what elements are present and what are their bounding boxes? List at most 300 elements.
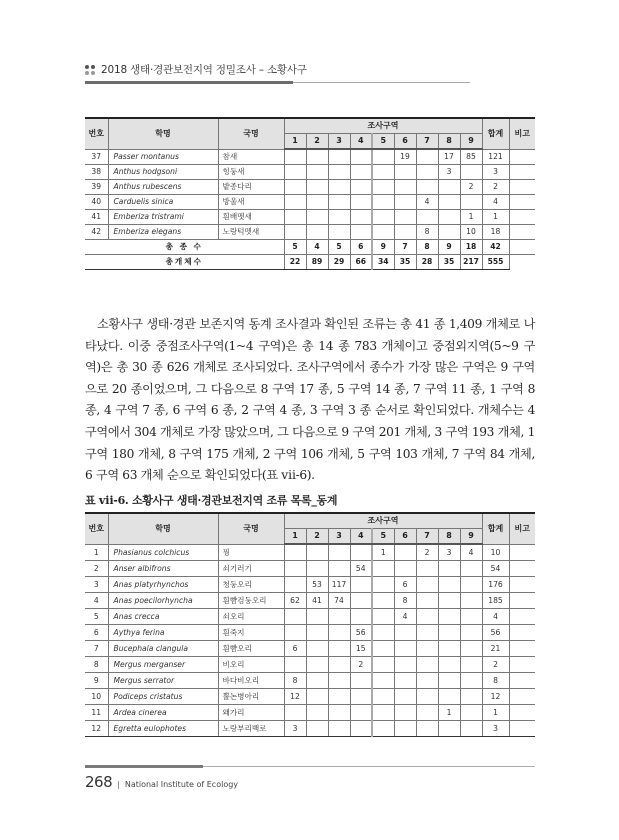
- row-no: 7: [85, 641, 108, 657]
- row-zone-5-count: [372, 561, 394, 577]
- row-zone-2-count: 53: [306, 577, 328, 593]
- row-zone-4-count: 15: [350, 641, 372, 657]
- row-zone-9-count: [460, 721, 482, 737]
- row-remark: [509, 544, 535, 561]
- row-zone-4-count: 54: [350, 561, 372, 577]
- row-zone-5-count: [372, 625, 394, 641]
- row-zone-3-count: [328, 625, 350, 641]
- species-total-zone-4: 6: [350, 240, 372, 255]
- row-zone-6-count: [394, 673, 416, 689]
- row-zone-7-count: [416, 657, 438, 673]
- row-zone-2-count: [306, 210, 328, 225]
- row-remark: [509, 609, 535, 625]
- row-total: 185: [482, 593, 509, 609]
- table-row: [85, 577, 535, 593]
- row-zone-5-count: [372, 721, 394, 737]
- body-paragraph: [85, 314, 535, 487]
- header-survey-zone: 조사구역: [284, 118, 482, 134]
- row-no: 8: [85, 657, 108, 673]
- row-total: 3: [482, 721, 509, 737]
- header-zone-8: 8: [438, 134, 460, 150]
- header-survey-zone: 조사구역: [284, 513, 482, 529]
- row-no: 2: [85, 561, 108, 577]
- table-caption: 표 ⅶ-6. 소황사구 생태·경관보전지역 조류 목록_동계: [85, 494, 338, 507]
- row-zone-3-count: [328, 705, 350, 721]
- species-total-zone-6: 7: [394, 240, 416, 255]
- row-zone-2-count: [306, 544, 328, 561]
- row-no: 41: [85, 210, 108, 225]
- row-zone-6-count: [394, 544, 416, 561]
- header-zone-8: 8: [438, 529, 460, 545]
- row-zone-8-count: [438, 657, 460, 673]
- row-zone-2-count: [306, 195, 328, 210]
- row-total: 1: [482, 210, 509, 225]
- row-remark: [509, 721, 535, 737]
- row-zone-8-count: 1: [438, 705, 460, 721]
- row-total: 18: [482, 225, 509, 240]
- row-remark: [509, 577, 535, 593]
- header-zone-6: 6: [394, 529, 416, 545]
- row-no: 40: [85, 195, 108, 210]
- row-zone-7-count: [416, 721, 438, 737]
- row-zone-4-count: [350, 577, 372, 593]
- row-zone-7-count: [416, 641, 438, 657]
- row-zone-9-count: [460, 641, 482, 657]
- row-remark: [509, 673, 535, 689]
- row-zone-4-count: [350, 593, 372, 609]
- row-zone-3-count: [328, 195, 350, 210]
- row-korean-name: 꿩: [218, 544, 284, 561]
- header-zone-1: 1: [284, 529, 306, 545]
- species-total-zone-8: 9: [438, 240, 460, 255]
- running-header: [85, 62, 307, 77]
- row-total: 10: [482, 544, 509, 561]
- page-number: 268: [85, 773, 113, 791]
- header-zone-9: 9: [460, 134, 482, 150]
- row-zone-5-count: [372, 593, 394, 609]
- row-korean-name: 왜가리: [218, 705, 284, 721]
- row-zone-3-count: [328, 561, 350, 577]
- row-zone-6-count: [394, 195, 416, 210]
- row-zone-8-count: [438, 673, 460, 689]
- row-zone-3-count: [328, 225, 350, 240]
- header-korean-name: 국명: [218, 513, 284, 544]
- row-zone-8-count: [438, 721, 460, 737]
- header-zone-3: 3: [328, 134, 350, 150]
- row-scientific-name: Emberiza elegans: [108, 225, 218, 240]
- row-zone-8-count: [438, 609, 460, 625]
- row-zone-7-count: [416, 609, 438, 625]
- row-scientific-name: Podiceps cristatus: [108, 689, 218, 705]
- row-total: 56: [482, 625, 509, 641]
- row-total: 121: [482, 149, 509, 165]
- table-row: [85, 609, 535, 625]
- row-zone-9-count: 2: [460, 180, 482, 195]
- row-zone-7-count: 2: [416, 544, 438, 561]
- header-zone-9: 9: [460, 529, 482, 545]
- row-remark: [509, 195, 535, 210]
- row-total: 12: [482, 689, 509, 705]
- row-scientific-name: Mergus serrator: [108, 673, 218, 689]
- header-zone-7: 7: [416, 134, 438, 150]
- individual-total-zone-1: 22: [284, 255, 306, 270]
- row-korean-name: 쇠기러기: [218, 561, 284, 577]
- row-zone-1-count: 12: [284, 689, 306, 705]
- row-zone-9-count: [460, 689, 482, 705]
- row-korean-name: 바다비오리: [218, 673, 284, 689]
- running-header-title: 2018 생태·경관보전지역 정밀조사 – 소황사구: [101, 64, 307, 76]
- row-scientific-name: Anser albifrons: [108, 561, 218, 577]
- row-zone-9-count: [460, 593, 482, 609]
- individual-total-sum: 555: [482, 255, 509, 270]
- row-zone-9-count: [460, 577, 482, 593]
- table-row: [85, 544, 535, 561]
- row-zone-9-count: [460, 561, 482, 577]
- row-zone-4-count: [350, 705, 372, 721]
- row-zone-7-count: [416, 149, 438, 165]
- row-zone-9-count: [460, 195, 482, 210]
- row-total: 2: [482, 657, 509, 673]
- row-remark: [509, 165, 535, 180]
- row-zone-9-count: [460, 609, 482, 625]
- row-zone-1-count: [284, 705, 306, 721]
- header-scientific-name: 학명: [108, 118, 218, 149]
- table-row: [85, 210, 535, 225]
- row-zone-1-count: [284, 609, 306, 625]
- row-zone-1-count: [284, 149, 306, 165]
- row-total: 4: [482, 609, 509, 625]
- row-no: 39: [85, 180, 108, 195]
- row-zone-5-count: [372, 180, 394, 195]
- row-zone-5-count: [372, 689, 394, 705]
- row-korean-name: 비오리: [218, 657, 284, 673]
- row-zone-2-count: [306, 561, 328, 577]
- header-zone-4: 4: [350, 529, 372, 545]
- header-remarks: 비고: [509, 513, 535, 544]
- row-zone-7-count: [416, 165, 438, 180]
- row-no: 12: [85, 721, 108, 737]
- row-zone-7-count: [416, 577, 438, 593]
- row-zone-8-count: [438, 593, 460, 609]
- row-zone-9-count: 10: [460, 225, 482, 240]
- row-zone-4-count: [350, 544, 372, 561]
- row-scientific-name: Emberiza tristrami: [108, 210, 218, 225]
- row-total: 176: [482, 577, 509, 593]
- row-no: 38: [85, 165, 108, 180]
- row-zone-1-count: [284, 561, 306, 577]
- row-zone-3-count: [328, 721, 350, 737]
- row-total: 21: [482, 641, 509, 657]
- row-zone-1-count: [284, 544, 306, 561]
- row-zone-3-count: [328, 165, 350, 180]
- row-zone-4-count: [350, 165, 372, 180]
- row-zone-9-count: [460, 705, 482, 721]
- row-zone-7-count: [416, 625, 438, 641]
- row-zone-3-count: [328, 657, 350, 673]
- row-zone-6-count: 19: [394, 149, 416, 165]
- row-zone-9-count: [460, 673, 482, 689]
- individual-total-label: 총개체수: [85, 255, 284, 270]
- row-zone-6-count: [394, 210, 416, 225]
- row-zone-7-count: [416, 689, 438, 705]
- row-zone-1-count: [284, 657, 306, 673]
- row-zone-6-count: [394, 641, 416, 657]
- row-zone-9-count: [460, 625, 482, 641]
- row-zone-1-count: [284, 180, 306, 195]
- table-row: [85, 149, 535, 165]
- row-zone-6-count: [394, 689, 416, 705]
- row-zone-2-count: [306, 180, 328, 195]
- table-row: [85, 657, 535, 673]
- row-remark: [509, 689, 535, 705]
- row-zone-8-count: 3: [438, 544, 460, 561]
- row-no: 6: [85, 625, 108, 641]
- row-zone-5-count: [372, 657, 394, 673]
- row-no: 5: [85, 609, 108, 625]
- row-zone-5-count: [372, 165, 394, 180]
- row-zone-8-count: [438, 641, 460, 657]
- row-korean-name: 쇠오리: [218, 609, 284, 625]
- table1-body: [85, 149, 535, 270]
- row-zone-1-count: [284, 225, 306, 240]
- row-zone-2-count: [306, 657, 328, 673]
- row-zone-2-count: [306, 149, 328, 165]
- bird-table-continued: [85, 117, 535, 270]
- row-zone-4-count: [350, 721, 372, 737]
- species-total-zone-9: 18: [460, 240, 482, 255]
- row-no: 10: [85, 689, 108, 705]
- row-korean-name: 흰죽지: [218, 625, 284, 641]
- header-zone-5: 5: [372, 529, 394, 545]
- table-row: [85, 180, 535, 195]
- table-row: [85, 225, 535, 240]
- header-zone-2: 2: [306, 529, 328, 545]
- table-row: [85, 689, 535, 705]
- row-zone-5-count: [372, 641, 394, 657]
- row-no: 9: [85, 673, 108, 689]
- row-remark: [509, 210, 535, 225]
- header-no: 번호: [85, 118, 108, 149]
- row-total: 3: [482, 165, 509, 180]
- row-zone-7-count: [416, 561, 438, 577]
- table-row: [85, 721, 535, 737]
- row-no: 11: [85, 705, 108, 721]
- individual-total-zone-6: 35: [394, 255, 416, 270]
- footer-separator: |: [117, 780, 120, 789]
- row-zone-9-count: [460, 657, 482, 673]
- row-remark: [509, 561, 535, 577]
- header-total: 합계: [482, 118, 509, 149]
- row-zone-7-count: [416, 210, 438, 225]
- species-total-sum: 42: [482, 240, 509, 255]
- row-zone-3-count: [328, 689, 350, 705]
- individual-total-zone-5: 34: [372, 255, 394, 270]
- row-zone-8-count: 3: [438, 165, 460, 180]
- footer-rule-dark: [85, 765, 203, 768]
- row-zone-4-count: [350, 225, 372, 240]
- row-zone-4-count: [350, 673, 372, 689]
- row-zone-7-count: 4: [416, 195, 438, 210]
- row-zone-9-count: [460, 165, 482, 180]
- row-zone-9-count: 1: [460, 210, 482, 225]
- row-zone-3-count: [328, 544, 350, 561]
- row-zone-6-count: [394, 705, 416, 721]
- species-total-zone-2: 4: [306, 240, 328, 255]
- row-no: 3: [85, 577, 108, 593]
- row-zone-3-count: [328, 210, 350, 225]
- row-total: 8: [482, 673, 509, 689]
- row-zone-1-count: 3: [284, 721, 306, 737]
- row-zone-4-count: [350, 180, 372, 195]
- row-scientific-name: Carduelis sinica: [108, 195, 218, 210]
- row-zone-5-count: [372, 195, 394, 210]
- header-rule-dark: [85, 81, 293, 84]
- row-zone-2-count: [306, 705, 328, 721]
- row-zone-6-count: [394, 657, 416, 673]
- individual-total-zone-8: 35: [438, 255, 460, 270]
- row-remark: [509, 625, 535, 641]
- row-zone-2-count: [306, 689, 328, 705]
- row-no: 42: [85, 225, 108, 240]
- row-scientific-name: Anas platyrhynchos: [108, 577, 218, 593]
- row-zone-6-count: [394, 225, 416, 240]
- row-scientific-name: Bucephala clangula: [108, 641, 218, 657]
- row-zone-4-count: [350, 689, 372, 705]
- individual-total-zone-3: 29: [328, 255, 350, 270]
- row-zone-2-count: [306, 641, 328, 657]
- row-zone-6-count: 8: [394, 593, 416, 609]
- row-korean-name: 밭종다리: [218, 180, 284, 195]
- row-scientific-name: Anthus hodgsoni: [108, 165, 218, 180]
- header-zone-3: 3: [328, 529, 350, 545]
- row-zone-6-count: [394, 180, 416, 195]
- row-zone-4-count: [350, 609, 372, 625]
- row-zone-5-count: [372, 673, 394, 689]
- row-scientific-name: Egretta eulophotes: [108, 721, 218, 737]
- species-total-row: [85, 240, 535, 255]
- row-zone-4-count: 2: [350, 657, 372, 673]
- bird-table-winter: [85, 512, 535, 737]
- header-remarks: 비고: [509, 118, 535, 149]
- row-no: 1: [85, 544, 108, 561]
- header-no: 번호: [85, 513, 108, 544]
- row-zone-9-count: 85: [460, 149, 482, 165]
- row-zone-8-count: [438, 577, 460, 593]
- row-zone-2-count: [306, 225, 328, 240]
- row-zone-4-count: 56: [350, 625, 372, 641]
- individual-total-zone-4: 66: [350, 255, 372, 270]
- row-zone-8-count: [438, 225, 460, 240]
- species-total-zone-5: 9: [372, 240, 394, 255]
- header-zone-7: 7: [416, 529, 438, 545]
- row-zone-6-count: 6: [394, 577, 416, 593]
- row-korean-name: 참새: [218, 149, 284, 165]
- header-zone-1: 1: [284, 134, 306, 150]
- row-zone-6-count: [394, 721, 416, 737]
- table-row: [85, 673, 535, 689]
- row-zone-6-count: 4: [394, 609, 416, 625]
- row-remark: [509, 641, 535, 657]
- row-no: 37: [85, 149, 108, 165]
- row-zone-9-count: 4: [460, 544, 482, 561]
- row-zone-7-count: 8: [416, 225, 438, 240]
- row-zone-3-count: [328, 609, 350, 625]
- table-row: [85, 195, 535, 210]
- row-zone-1-count: [284, 625, 306, 641]
- species-total-label: 총 종 수: [85, 240, 284, 255]
- row-korean-name: 방울새: [218, 195, 284, 210]
- row-scientific-name: Anas poecilorhyncha: [108, 593, 218, 609]
- row-zone-5-count: [372, 210, 394, 225]
- row-zone-1-count: [284, 165, 306, 180]
- row-zone-4-count: [350, 149, 372, 165]
- row-zone-2-count: 41: [306, 593, 328, 609]
- row-zone-2-count: [306, 625, 328, 641]
- table-row: [85, 561, 535, 577]
- page-footer: [85, 773, 238, 791]
- row-total: 2: [482, 180, 509, 195]
- row-total: 1: [482, 705, 509, 721]
- species-total-zone-3: 5: [328, 240, 350, 255]
- row-zone-2-count: [306, 609, 328, 625]
- row-zone-5-count: [372, 225, 394, 240]
- row-zone-4-count: [350, 210, 372, 225]
- row-zone-1-count: [284, 577, 306, 593]
- row-zone-8-count: [438, 689, 460, 705]
- row-total: 54: [482, 561, 509, 577]
- row-zone-8-count: [438, 625, 460, 641]
- row-korean-name: 흰뺨오리: [218, 641, 284, 657]
- header-rule-light: [293, 82, 470, 83]
- row-remark: [509, 657, 535, 673]
- table-row: [85, 705, 535, 721]
- row-remark: [509, 149, 535, 165]
- row-zone-3-count: [328, 180, 350, 195]
- row-korean-name: 뿔논병아리: [218, 689, 284, 705]
- row-zone-3-count: [328, 149, 350, 165]
- header-total: 합계: [482, 513, 509, 544]
- individual-total-zone-2: 89: [306, 255, 328, 270]
- row-zone-5-count: [372, 577, 394, 593]
- footer-organization: National Institute of Ecology: [124, 780, 239, 789]
- row-zone-4-count: [350, 195, 372, 210]
- row-zone-8-count: [438, 210, 460, 225]
- table2-body: [85, 544, 535, 737]
- row-zone-1-count: [284, 210, 306, 225]
- row-zone-5-count: 1: [372, 544, 394, 561]
- row-zone-3-count: [328, 673, 350, 689]
- row-scientific-name: Passer montanus: [108, 149, 218, 165]
- header-zone-5: 5: [372, 134, 394, 150]
- header-zone-4: 4: [350, 134, 372, 150]
- row-zone-3-count: 117: [328, 577, 350, 593]
- row-no: 4: [85, 593, 108, 609]
- species-total-zone-7: 8: [416, 240, 438, 255]
- row-scientific-name: Mergus merganser: [108, 657, 218, 673]
- row-zone-2-count: [306, 721, 328, 737]
- row-zone-6-count: [394, 561, 416, 577]
- paragraph-text: 소황사구 생태·경관 보존지역 동계 조사결과 확인된 조류는 총 41 종 1,409 개체로 나타났다. 이중 중점조사구역(1~4 구역)은 총 14 종 783 개체이고 중점외지역(5~9 구역)은 총 30 종 626 개체로 조사되었다. 조사구역에서 종수가 가장 많은 구역은 9 구역으로 20 종이었으며, 그 다음으로 8 구역 17 종, 5 구역 14 종, 7 구역 11 종, 1 구역 8 종, 4 구역 7 종, 6 구역 6 종, 2 구역 4 종, 3 구역 3 종 순서로 확인되었다. 개체수는 4 구역에서 304 개체로 가장 많았으며, 그 다음으로 9 구역 201 개체, 3 구역 193 개체, 1 구역 180 개체, 8 구역 175 개체, 2 구역 106 개체, 5 구역 103 개체, 7 구역 84 개체, 6 구역 63 개체 순으로 확인되었다(표 ⅶ-6).: [85, 317, 535, 483]
- individual-total-zone-7: 28: [416, 255, 438, 270]
- row-zone-2-count: [306, 165, 328, 180]
- row-zone-8-count: [438, 195, 460, 210]
- row-zone-1-count: 62: [284, 593, 306, 609]
- header-zone-6: 6: [394, 134, 416, 150]
- remark-blank: [509, 255, 535, 270]
- row-zone-8-count: 17: [438, 149, 460, 165]
- row-zone-7-count: [416, 593, 438, 609]
- row-remark: [509, 593, 535, 609]
